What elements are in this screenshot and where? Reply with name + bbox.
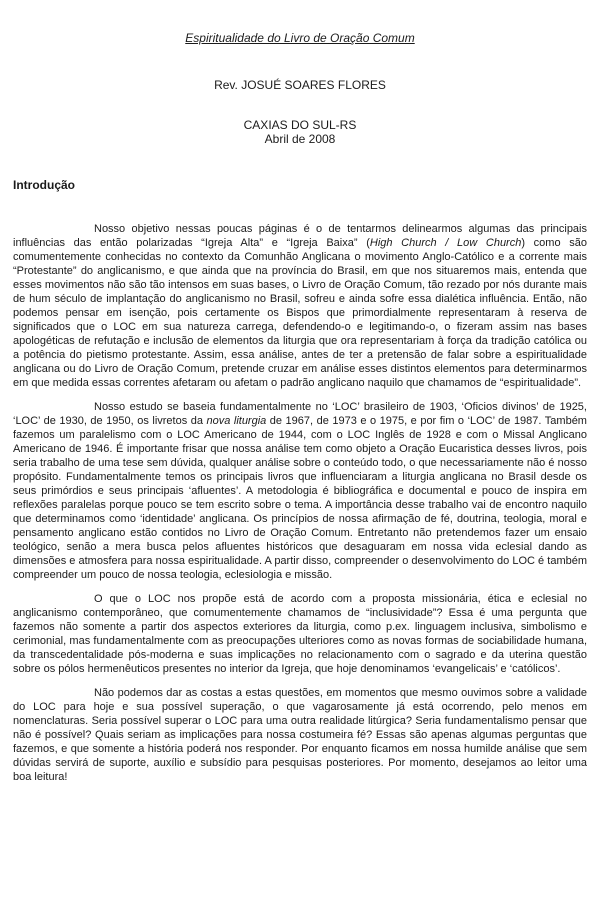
paragraph-2: [13, 400, 587, 582]
text-run: Nosso objetivo nessas poucas páginas é o de tentarmos delinearmos algumas das principais influências das então polarizadas “Igreja Alta” e “Igreja Baixa” (: [13, 223, 587, 249]
paragraph-3: [13, 592, 587, 676]
paragraph-4: [13, 686, 587, 784]
text-run: Nosso estudo se baseia fundamentalmente no ‘LOC’ brasileiro de 1903, ‘Oficios divinos’ de 1925, ‘LOC’ de 1930, de 1950, os livretos da: [13, 401, 587, 427]
text-run: O que o LOC nos propõe está de acordo com a proposta missionária, ética e eclesial no anglicanismo contemporâneo, que comumentemente chamamos de “inclusividade”? Essa é uma pergunta que fazemos não somente a partir dos aspectos exteriores da liturgia, como p.ex. linguagem inclusiva, simbolismo e cerimonial, mas fundamentalmente com as preocupações ulteriores como as novas formas de sociabilidade humana, da transcedentalidade pós-moderna e suas implicações no relacionamento com o sagrado e da uterina questão sobre os pólos hermenêuticos presentes no interior da Igreja, que hoje denominamos ‘evangelicais’ e ‘católicos’.: [13, 593, 587, 675]
text-run: ) como são comumentemente conhecidas no contexto da Comunhão Anglicana o movimento Anglo-Católico e a corrente mais “Protestante” do anglicanismo, e que ainda que na província do Brasil, em que nos situaremos mais, entenda que esses movimentos não são tão intensos em suas bases, o Livro de Oração Comum, tão rezado por nós durante mais de hum século de implantação do anglicanismo no Brasil, sofreu e ainda sofre essa dialética influência. Então, não podemos pensar em isenção, pois certamente os Bispos que primordialmente representaram à reserva de significados que o LOC em sua natureza carrega, defendendo-o e legitimando-o, o fizeram assim nas bases apologéticas de refutação e inclusão de elementos da liturgia que ora representariam à força da tradição católica ou a potência do pietismo protestante. Assim, essa análise, antes de ter a pretensão de falar sobre a espiritualidade anglicana ou do Livro de Oração Comum, pretende cruzar em análise esses distintos elementos para determinarmos em que medida essas correntes afetaram ou afetam o padrão anglicano naquilo que chamamos de “espiritualidade”.: [13, 237, 587, 389]
document-date: Abril de 2008: [264, 132, 336, 146]
text-run: Não podemos dar as costas a estas questões, em momentos que mesmo ouvimos sobre a validade do LOC para hoje e sua possível superação, o que vagarosamente já está ocorrendo, pelo menos em nomenclaturas. Seria possível superar o LOC para uma outra realidade litúrgica? Seria fundamentalismo pensar que não é possível? Quais seriam as implicações para nossa costumeira fé? Essas são apenas algumas perguntas que fazemos, e que somente a história poderá nos responder. Por enquanto ficamos em nossa humilde análise que sem dúvidas servirá de suporte, auxílio e subsídio para pesquisas posteriores. Por momento, desejamos ao leitor uma boa leitura!: [13, 687, 587, 783]
text-run-italic: nova liturgia: [206, 415, 267, 427]
paragraph-1: [13, 222, 587, 390]
text-run-italic: High Church / Low Church: [369, 237, 522, 249]
document-title: Espiritualidade do Livro de Oração Comum: [185, 31, 415, 45]
section-heading-introducao: Introdução: [13, 178, 75, 192]
text-run: de 1967, de 1973 e o 1975, e por fim o ‘LOC’ de 1987. Também fazemos um paralelismo com o LOC Americano de 1944, com o LOC Inglês de 1928 e com o Missal Anglicano Americano de 1946. É importante frisar que nossa análise tem como objeto a Oração Eucaristica desses livros, pois seria trabalho de uma tese sem dúvida, qualquer análise sobre o conteúdo todo, o que necessariamente não é nosso propósito. Fundamentalmente temos os principais livros que influenciaram a liturgia anglicana no Brasil desde os seus primórdios e seus principais ‘afluentes’. A metodologia é bibliográfica e documental e pouco de inspira em reflexões paralelas porque pouco se tem escrito sobre o tema. A importância desse trabalho vai de encontro naquilo que determinamos como ‘identidade’ anglicana. Os princípios de nossa afirmação de fé, doutrina, teologia, moral e pensamento anglicano estão contidos no Livro de Oração Comum. Entretanto não pretendemos fazer um ensaio teológico, senão a mera busca pelos afluentes históricos que desaguaram em nossa vida eclesial dando as dimensões e atmosfera para nossa espiritualidade. A partir disso, compreender o desenvolvimento do LOC é também compreender um pouco de nossa teologia, eclesiologia e missão.: [13, 415, 587, 581]
document-author: Rev. JOSUÉ SOARES FLORES: [214, 78, 386, 92]
document-place: CAXIAS DO SUL-RS: [243, 118, 357, 132]
